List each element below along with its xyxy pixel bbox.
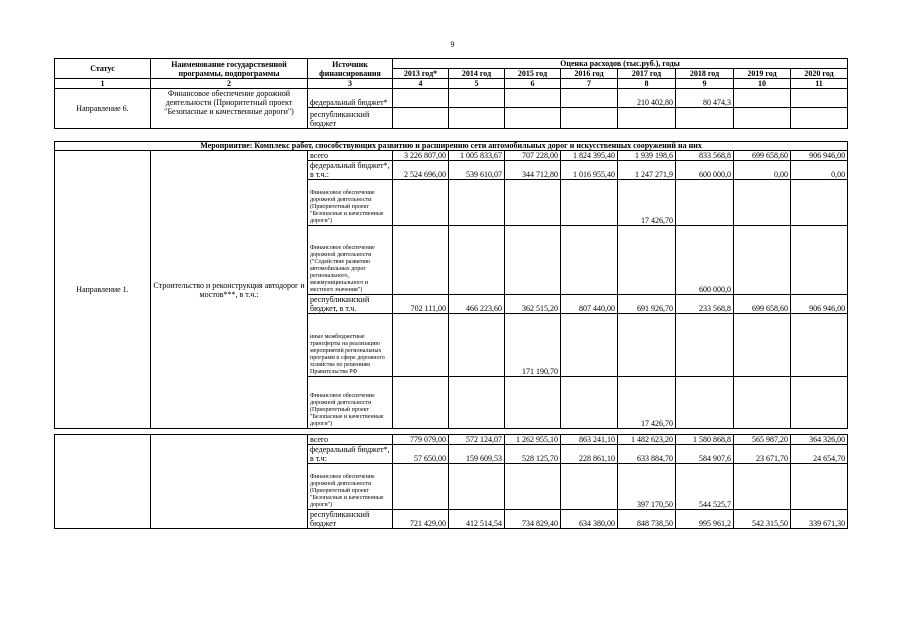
value-cell <box>561 180 618 226</box>
value-cell <box>449 108 505 129</box>
value-cell <box>676 377 734 429</box>
value-cell: 364 326,00 <box>791 435 848 445</box>
value-cell: 171 190,70 <box>505 314 561 377</box>
year-header: 2017 год <box>618 69 676 79</box>
status-cell: Направление 1. <box>55 151 151 429</box>
value-cell <box>791 108 848 129</box>
source-cell: Финансовое обеспечение дорожной деятельности (Приоритетный проект "Безопасные и качественные дороги") <box>308 180 393 226</box>
value-cell <box>734 314 791 377</box>
value-cell: 572 124,07 <box>449 435 505 445</box>
value-cell: 466 223,60 <box>449 295 505 314</box>
value-cell <box>676 180 734 226</box>
year-header: 2020 год <box>791 69 848 79</box>
column-number: 6 <box>505 79 561 89</box>
value-cell: 863 241,10 <box>561 435 618 445</box>
value-cell <box>561 226 618 295</box>
value-cell: 17 426,70 <box>618 377 676 429</box>
value-cell <box>791 464 848 510</box>
value-cell <box>791 314 848 377</box>
value-cell: 1 247 271,9 <box>618 161 676 180</box>
value-cell: 159 609,53 <box>449 445 505 464</box>
value-cell <box>734 89 791 108</box>
event-title: Мероприятие: Комплекс работ, способствующих развитию и расширению сети автомобильных дорог и искусственных сооружений на них <box>55 142 848 151</box>
value-cell <box>734 108 791 129</box>
program-name-cell: Финансовое обеспечение дорожной деятельности (Приоритетный проект "Безопасные и качественные дороги") <box>151 89 308 129</box>
source-cell: федеральный бюджет* <box>308 89 393 108</box>
value-cell <box>618 226 676 295</box>
value-cell: 633 884,70 <box>618 445 676 464</box>
value-cell <box>791 180 848 226</box>
page-number: 9 <box>450 40 455 49</box>
value-cell <box>561 464 618 510</box>
value-cell: 17 426,70 <box>618 180 676 226</box>
value-cell: 24 654,70 <box>791 445 848 464</box>
value-cell: 528 125,70 <box>505 445 561 464</box>
value-cell: 699 658,60 <box>734 151 791 161</box>
value-cell <box>449 180 505 226</box>
value-cell: 906 946,00 <box>791 295 848 314</box>
value-cell: 2 524 696,00 <box>393 161 449 180</box>
value-cell <box>449 226 505 295</box>
value-cell <box>449 314 505 377</box>
value-cell: 807 440,00 <box>561 295 618 314</box>
source-cell: республиканский бюджет, в т.ч. <box>308 295 393 314</box>
value-cell: 600 000,0 <box>676 161 734 180</box>
table-row <box>55 89 848 108</box>
year-header: 2013 год* <box>393 69 449 79</box>
table-row <box>55 151 848 161</box>
program-name-cell <box>151 435 308 529</box>
value-cell: 600 000,0 <box>676 226 734 295</box>
value-cell <box>393 180 449 226</box>
column-number: 2 <box>151 79 308 89</box>
column-number: 9 <box>676 79 734 89</box>
year-header: 2014 год <box>449 69 505 79</box>
value-cell <box>734 377 791 429</box>
status-cell <box>55 435 151 529</box>
source-cell: Финансовое обеспечение дорожной деятельности (Приоритетный проект "Безопасные и качественные дороги") <box>308 377 393 429</box>
value-cell: 1 939 198,6 <box>618 151 676 161</box>
value-cell: 210 402,80 <box>618 89 676 108</box>
value-cell <box>561 314 618 377</box>
value-cell: 691 926,70 <box>618 295 676 314</box>
value-cell <box>561 377 618 429</box>
column-number: 7 <box>561 79 618 89</box>
column-number: 11 <box>791 79 848 89</box>
value-cell <box>676 314 734 377</box>
status-cell: Направление 6. <box>55 89 151 129</box>
value-cell: 702 111,00 <box>393 295 449 314</box>
value-cell: 23 671,70 <box>734 445 791 464</box>
column-number: 3 <box>308 79 393 89</box>
value-cell: 1 005 833,67 <box>449 151 505 161</box>
header-estimate: Оценка расходов (тыс.руб.), годы <box>393 59 848 69</box>
source-cell: Финансовое обеспечение дорожной деятельности ("Содействие развитию автомобильных дорог регионального, межмуниципального и местного значения") <box>308 226 393 295</box>
value-cell: 0,00 <box>734 161 791 180</box>
value-cell: 228 861,10 <box>561 445 618 464</box>
value-cell: 721 429,00 <box>393 510 449 529</box>
main-table <box>54 141 848 529</box>
value-cell: 57 650,00 <box>393 445 449 464</box>
value-cell: 1 824 395,40 <box>561 151 618 161</box>
header-program-name: Наименование государственной программы, подпрограммы <box>151 59 308 79</box>
column-number: 4 <box>393 79 449 89</box>
value-cell: 80 474,3 <box>676 89 734 108</box>
value-cell: 1 262 955,10 <box>505 435 561 445</box>
source-cell: Финансовое обеспечение дорожной деятельности (Приоритетный проект "Безопасные и качественные дороги") <box>308 464 393 510</box>
value-cell: 397 170,50 <box>618 464 676 510</box>
source-cell: федеральный бюджет*, в т.ч: <box>308 445 393 464</box>
value-cell: 539 610,07 <box>449 161 505 180</box>
value-cell <box>791 377 848 429</box>
value-cell <box>791 89 848 108</box>
value-cell: 995 961,2 <box>676 510 734 529</box>
value-cell <box>505 226 561 295</box>
program-name-cell: Строительство и реконструкция автодорог и мостов***, в т.ч.: <box>151 151 308 429</box>
value-cell <box>393 226 449 295</box>
value-cell: 565 987,20 <box>734 435 791 445</box>
value-cell <box>561 108 618 129</box>
value-cell <box>618 314 676 377</box>
value-cell <box>676 108 734 129</box>
value-cell <box>449 89 505 108</box>
value-cell: 584 907,6 <box>676 445 734 464</box>
value-cell: 542 315,50 <box>734 510 791 529</box>
value-cell: 339 671,30 <box>791 510 848 529</box>
source-cell: республиканский бюджет <box>308 108 393 129</box>
value-cell: 0,00 <box>791 161 848 180</box>
value-cell: 233 568,8 <box>676 295 734 314</box>
value-cell <box>734 180 791 226</box>
source-cell: всего <box>308 151 393 161</box>
value-cell: 848 738,50 <box>618 510 676 529</box>
value-cell: 344 712,80 <box>505 161 561 180</box>
value-cell: 544 525,7 <box>676 464 734 510</box>
value-cell <box>734 226 791 295</box>
value-cell <box>505 108 561 129</box>
value-cell <box>449 377 505 429</box>
header-table <box>54 58 848 129</box>
value-cell <box>734 464 791 510</box>
value-cell <box>393 314 449 377</box>
value-cell <box>393 89 449 108</box>
column-number: 5 <box>449 79 505 89</box>
value-cell: 1 016 955,40 <box>561 161 618 180</box>
year-header: 2016 год <box>561 69 618 79</box>
value-cell: 634 380,00 <box>561 510 618 529</box>
value-cell: 1 580 868,8 <box>676 435 734 445</box>
column-number: 1 <box>55 79 151 89</box>
value-cell <box>791 226 848 295</box>
value-cell <box>505 180 561 226</box>
value-cell: 779 079,00 <box>393 435 449 445</box>
column-number: 10 <box>734 79 791 89</box>
year-header: 2018 год <box>676 69 734 79</box>
source-cell: всего <box>308 435 393 445</box>
value-cell: 699 658,60 <box>734 295 791 314</box>
table-row <box>55 435 848 445</box>
value-cell <box>393 464 449 510</box>
value-cell <box>393 108 449 129</box>
value-cell: 734 829,40 <box>505 510 561 529</box>
value-cell: 362 515,20 <box>505 295 561 314</box>
value-cell: 707 228,00 <box>505 151 561 161</box>
value-cell <box>618 108 676 129</box>
header-status: Статус <box>55 59 151 79</box>
value-cell <box>505 89 561 108</box>
column-number: 8 <box>618 79 676 89</box>
value-cell <box>505 377 561 429</box>
header-source: Источник финансирования <box>308 59 393 79</box>
value-cell: 833 568,8 <box>676 151 734 161</box>
year-header: 2015 год <box>505 69 561 79</box>
value-cell: 1 482 623,20 <box>618 435 676 445</box>
value-cell <box>561 89 618 108</box>
value-cell <box>449 464 505 510</box>
value-cell: 3 226 807,00 <box>393 151 449 161</box>
value-cell <box>393 377 449 429</box>
source-cell: республиканский бюджет <box>308 510 393 529</box>
year-header: 2019 год <box>734 69 791 79</box>
source-cell: иные межбюджетные трансферты на реализацию мероприятий региональных программ в сфере дорожного хозяйства по решениям Правительства РФ <box>308 314 393 377</box>
source-cell: федеральный бюджет*, в т.ч.: <box>308 161 393 180</box>
value-cell: 412 514,54 <box>449 510 505 529</box>
value-cell: 906 946,00 <box>791 151 848 161</box>
value-cell <box>505 464 561 510</box>
